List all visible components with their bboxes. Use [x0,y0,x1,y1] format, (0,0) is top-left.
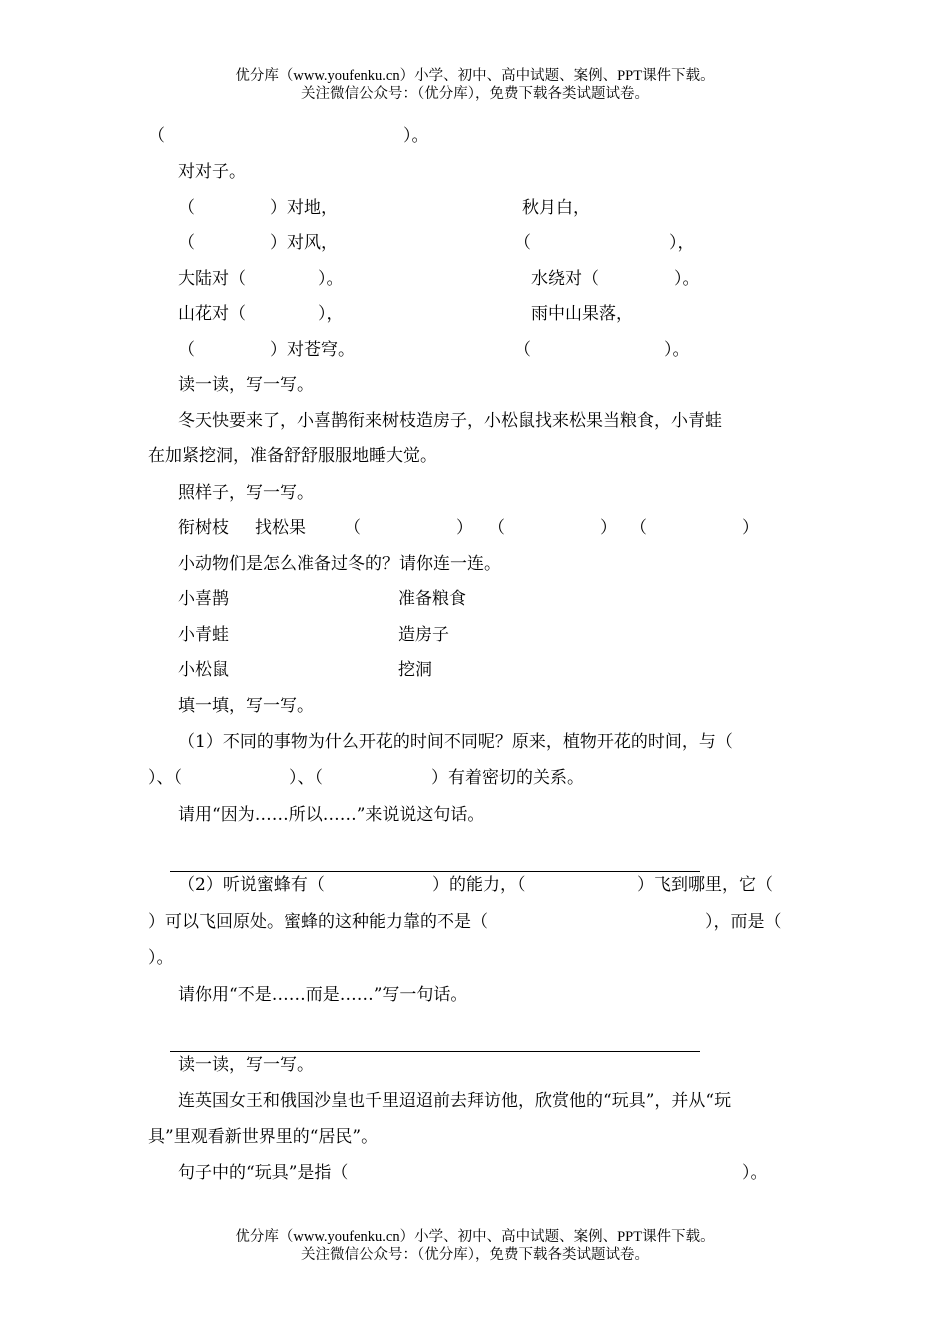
couplet-right3: 水绕对（ [531,269,599,289]
example-word-2: 找松果 [255,518,306,538]
match-animal-3: 小松鼠 [178,660,229,680]
match-action-1: 准备粮食 [398,589,466,609]
page-footer-line1: 优分库（www.youfenku.cn）小学、初中、高中试题、案例、PPT课件下载。 [235,1229,715,1245]
fill-q2-line2b: ），而是（ [705,912,782,932]
example-blank2-close: ） [600,518,617,538]
example-word-1: 衔树枝 [178,518,229,538]
fill-q1-line2a: ）、（ [148,768,182,788]
couplet-right5-open: （ [514,340,531,360]
couplet-title: 对对子。 [178,162,246,182]
top-blank-close: ）。 [403,126,429,146]
example-blank2-open: （ [488,518,505,538]
page-footer-line2: 关注微信公众号：（优分库），免费下载各类试题试卷。 [301,1247,649,1263]
read1-passage-line1: 冬天快要来了，小喜鹊衔来树枝造房子，小松鼠找来松果当粮食，小青蛙 [178,411,722,431]
couplet-left3-close: ）。 [318,269,344,289]
example-blank1-close: ） [456,518,473,538]
couplet-left1-close: ）对地， [270,198,338,218]
couplet-left4-close: ）， [318,304,344,324]
couplet-left4: 山花对（ [178,304,246,324]
couplet-right2-open: （ [514,233,531,253]
couplet-left5-open: （ [178,340,195,360]
q1-answer-line[interactable] [170,871,700,872]
fill-q1-line1: （1）不同的事物为什么开花的时间不同呢？原来，植物开花的时间，与（ [178,732,733,752]
read1-passage-line2: 在加紧挖洞，准备舒舒服服地睡大觉。 [148,446,437,466]
follow-example-title: 照样子，写一写。 [178,483,314,503]
fill-q1-line2b: ）、（ [289,768,323,788]
example-blank3-open: （ [630,518,647,538]
couplet-right3-close: ）。 [674,269,700,289]
match-action-3: 挖洞 [398,660,432,680]
page-header-line1: 优分库（www.youfenku.cn）小学、初中、高中试题、案例、PPT课件下载。 [235,68,715,84]
fill-q2-line1a: （2）听说蜜蜂有（ [178,875,325,895]
match-title: 小动物们是怎么准备过冬的？请你连一连。 [178,554,501,574]
read2-passage-line2: 具”里观看新世界里的“居民”。 [148,1127,379,1147]
couplet-left1-open: （ [178,198,195,218]
match-action-2: 造房子 [398,625,449,645]
page-header-line2: 关注微信公众号：（优分库），免费下载各类试题试卷。 [301,86,649,102]
q2-answer-line[interactable] [170,1051,700,1052]
couplet-right2-close: ）， [669,233,695,253]
couplet-right5-close: ）。 [664,340,690,360]
read2-passage-line1: 连英国女王和俄国沙皇也千里迢迢前去拜访他，欣赏他的“玩具”，并从“玩 [178,1091,732,1111]
couplet-left3: 大陆对（ [178,269,246,289]
fill-q2-prompt: 请你用“不是……而是……”写一句话。 [178,985,468,1005]
match-animal-2: 小青蛙 [178,625,229,645]
fill-q2-line3: ）。 [148,948,174,968]
example-blank1-open: （ [344,518,361,538]
top-blank-open: （ [148,126,165,146]
couplet-left5-close: ）对苍穹。 [270,340,355,360]
fill-q1-prompt: 请用“因为……所以……”来说说这句话。 [178,805,485,825]
fill-q2-line1c: ）飞到哪里，它（ [637,875,773,895]
read2-question-close: ）。 [742,1163,768,1183]
fill-q2-line1b: ）的能力，（ [432,875,526,895]
couplet-right1: 秋月白， [522,198,590,218]
read1-title: 读一读，写一写。 [178,375,314,395]
fill-q1-line2c: ）有着密切的关系。 [431,768,584,788]
read2-title: 读一读，写一写。 [178,1055,314,1075]
couplet-right4: 雨中山果落， [531,304,633,324]
read2-question: 句子中的“玩具”是指（ [178,1163,349,1183]
match-animal-1: 小喜鹊 [178,589,229,609]
couplet-left2-open: （ [178,233,195,253]
couplet-left2-close: ）对风， [270,233,338,253]
example-blank3-close: ） [742,518,759,538]
fill-q2-line2a: ）可以飞回原处。蜜蜂的这种能力靠的不是（ [148,912,488,932]
fill-title: 填一填，写一写。 [178,696,314,716]
